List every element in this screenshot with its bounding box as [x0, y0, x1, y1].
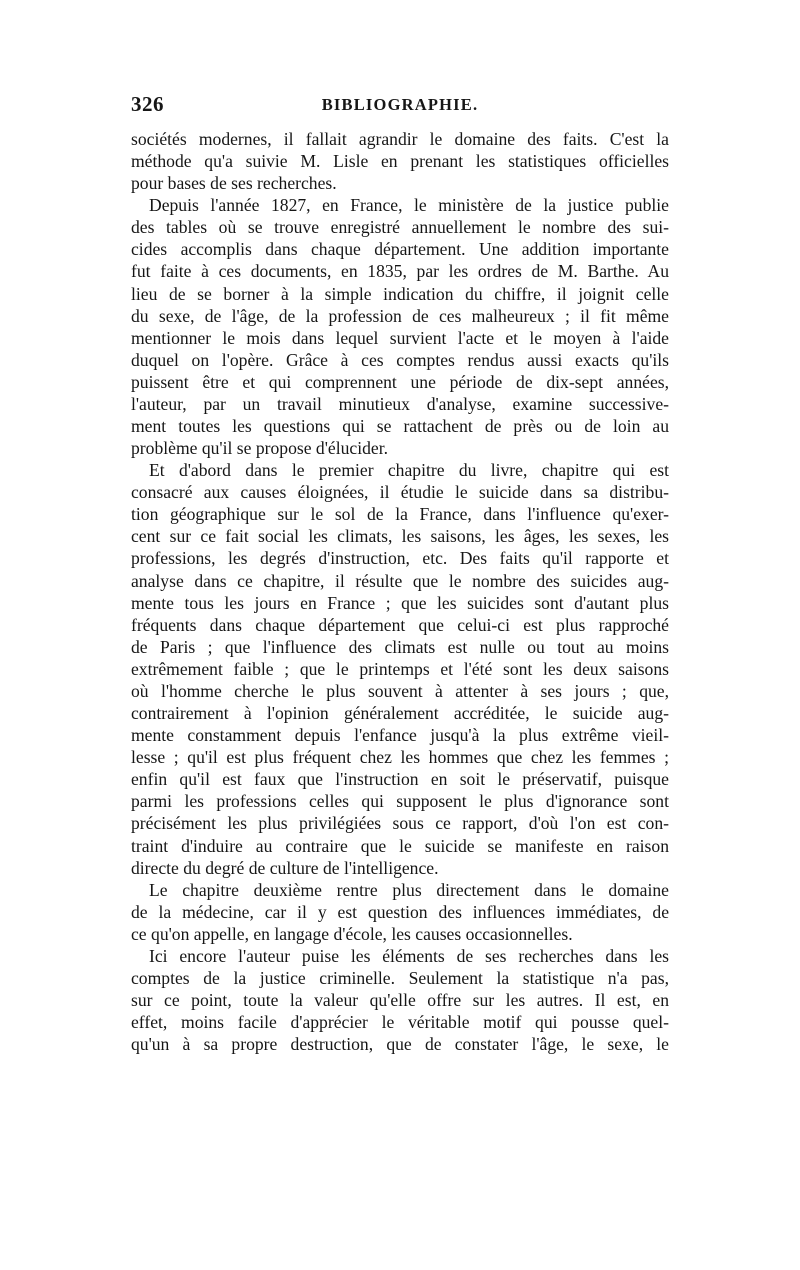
text-line: mente constamment depuis l'enfance jusqu'à la plus extrême vieil-: [131, 725, 669, 746]
text-line: consacré aux causes éloignées, il étudie le suicide dans sa distribu-: [131, 482, 669, 503]
text-line: qu'un à sa propre destruction, que de constater l'âge, le sexe, le: [131, 1034, 669, 1055]
text-line: du sexe, de l'âge, de la profession de ces malheureux ; il fit même: [131, 305, 669, 326]
text-line: parmi les professions celles qui supposent le plus d'ignorance sont: [131, 791, 669, 812]
text-line: fut faite à ces documents, en 1835, par les ordres de M. Barthe. Au: [131, 261, 669, 282]
text-line: extrêmement faible ; que le printemps et l'été sont les deux saisons: [131, 658, 669, 679]
text-line: des tables où se trouve enregistré annuellement le nombre des sui-: [131, 217, 669, 238]
text-line: effet, moins facile d'apprécier le véritable motif qui pousse quel-: [131, 1012, 669, 1033]
running-title: BIBLIOGRAPHIE.: [321, 95, 479, 114]
text-line: mente tous les jours en France ; que les suicides sont d'autant plus: [131, 592, 669, 613]
text-line: Le chapitre deuxième rentre plus directement dans le domaine: [149, 879, 669, 900]
body-text: [131, 128, 669, 1055]
text-line: Depuis l'année 1827, en France, le ministère de la justice publie: [149, 195, 669, 216]
text-line: de la médecine, car il y est question des influences immédiates, de: [131, 901, 669, 922]
text-line: analyse dans ce chapitre, il résulte que le nombre des suicides aug-: [131, 570, 669, 591]
running-head: [131, 92, 669, 118]
text-line: enfin qu'il est faux que l'instruction en soit le préservatif, puisque: [131, 769, 669, 790]
text-line: professions, les degrés d'instruction, etc. Des faits qu'il rapporte et: [131, 548, 669, 569]
text-line: cides accomplis dans chaque département. Une addition importante: [131, 239, 669, 260]
page-number: 326: [131, 92, 164, 116]
text-line: mentionner le mois dans lequel survient l'acte et le moyen à l'aide: [131, 327, 669, 348]
text-line: directe du degré de culture de l'intelligence.: [131, 857, 439, 878]
text-line: ment toutes les questions qui se rattachent de près ou de loin au: [131, 416, 669, 437]
text-line: lieu de se borner à la simple indication du chiffre, il joignit celle: [131, 283, 669, 304]
text-line: contrairement à l'opinion généralement accréditée, le suicide aug-: [131, 703, 669, 724]
text-line: où l'homme cherche le plus souvent à attenter à ses jours ; que,: [131, 680, 669, 701]
text-line: de Paris ; que l'influence des climats est nulle ou tout au moins: [131, 636, 669, 657]
text-line: sur ce point, toute la valeur qu'elle offre sur les autres. Il est, en: [131, 990, 669, 1011]
text-line: Et d'abord dans le premier chapitre du livre, chapitre qui est: [149, 460, 669, 481]
text-line: sociétés modernes, il fallait agrandir le domaine des faits. C'est la: [131, 129, 669, 149]
text-line: puissent être et qui comprennent une période de dix-sept années,: [131, 371, 669, 392]
text-line: Ici encore l'auteur puise les éléments de ses recherches dans les: [149, 945, 669, 966]
text-line: traint d'induire au contraire que le suicide se manifeste en raison: [131, 835, 669, 856]
text-line: tion géographique sur le sol de la France, dans l'influence qu'exer-: [131, 504, 669, 525]
text-line: l'auteur, par un travail minutieux d'analyse, examine successive-: [131, 393, 669, 414]
text-line: pour bases de ses recherches.: [131, 173, 337, 194]
text-line: ce qu'on appelle, en langage d'école, les causes occasionnelles.: [131, 923, 573, 944]
text-line: méthode qu'a suivie M. Lisle en prenant les statistiques officielles: [131, 151, 669, 172]
text-line: duquel on l'opère. Grâce à ces comptes rendus aussi exacts qu'ils: [131, 349, 669, 370]
text-line: cent sur ce fait social les climats, les saisons, les âges, les sexes, les: [131, 526, 669, 547]
text-line: lesse ; qu'il est plus fréquent chez les hommes que chez les femmes ;: [131, 747, 669, 768]
text-line: précisément les plus privilégiées sous ce rapport, d'où l'on est con-: [131, 813, 669, 834]
text-line: fréquents dans chaque département que celui-ci est plus rapproché: [131, 614, 669, 635]
text-line: problème qu'il se propose d'élucider.: [131, 438, 388, 459]
text-line: comptes de la justice criminelle. Seulement la statistique n'a pas,: [131, 967, 669, 988]
